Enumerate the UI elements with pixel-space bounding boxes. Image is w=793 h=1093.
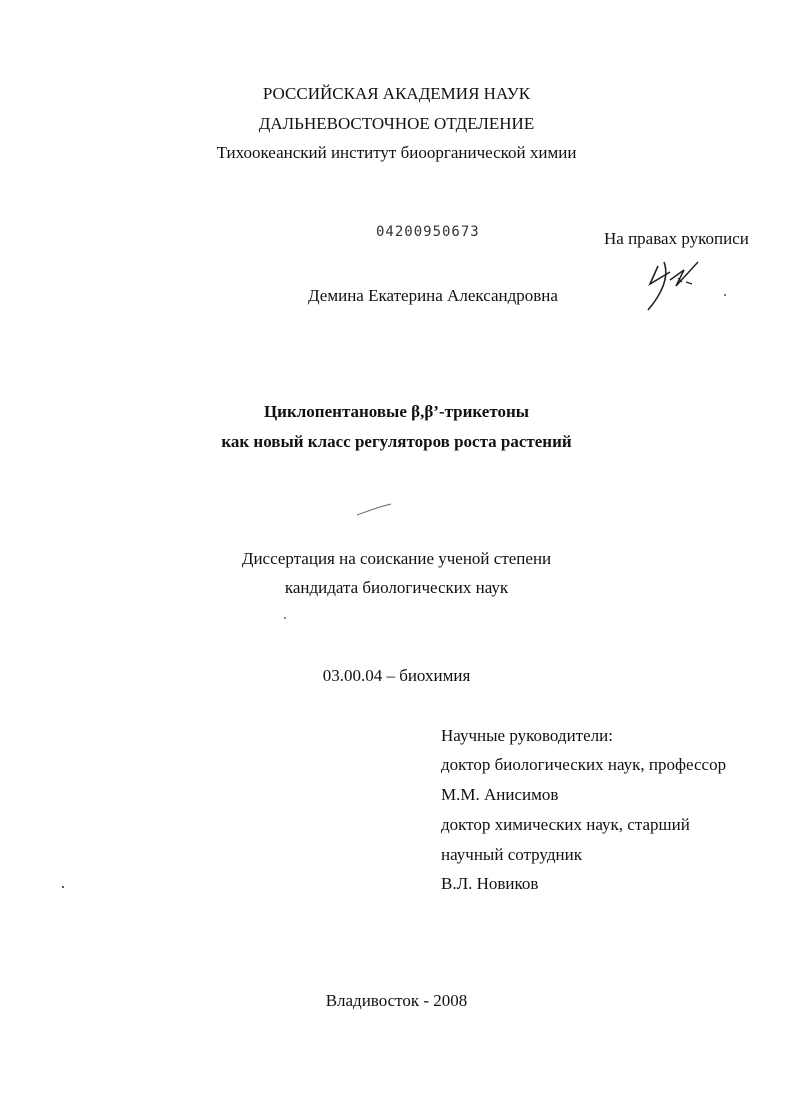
title-line-1: Циклопентановые β,β’-трикетоны xyxy=(263,402,530,421)
author-name: Демина Екатерина Александровна xyxy=(308,286,558,305)
supervisor-2-name: В.Л. Новиков xyxy=(441,874,539,893)
supervisor-1-degree: доктор биологических наук, профессор xyxy=(441,755,727,774)
branch-name: ДАЛЬНЕВОСТОЧНОЕ ОТДЕЛЕНИЕ xyxy=(258,114,535,133)
academy-name: РОССИЙСКАЯ АКАДЕМИЯ НАУК xyxy=(262,84,531,103)
title-line-2: как новый класс регуляторов роста растений xyxy=(221,432,572,451)
speck xyxy=(724,294,726,296)
speck xyxy=(62,886,64,888)
supervisor-2-position: научный сотрудник xyxy=(441,845,582,864)
degree-line-2: кандидата биологических наук xyxy=(284,578,509,597)
supervisor-2-degree: доктор химических наук, старший xyxy=(441,815,690,834)
place-year: Владивосток - 2008 xyxy=(325,991,468,1010)
supervisors-heading: Научные руководители: xyxy=(441,726,613,745)
degree-line-1: Диссертация на соискание ученой степени xyxy=(241,549,552,568)
specialty: 03.00.04 – биохимия xyxy=(322,666,471,685)
supervisor-1-name: М.М. Анисимов xyxy=(441,785,559,804)
pen-stroke xyxy=(356,503,392,517)
manuscript-note: На правах рукописи xyxy=(604,229,749,248)
archive-number: 04200950673 xyxy=(376,224,480,240)
institute-name: Тихоокеанский институт биоорганической химии xyxy=(216,143,577,162)
speck xyxy=(284,617,286,619)
signature-mark xyxy=(640,258,730,318)
